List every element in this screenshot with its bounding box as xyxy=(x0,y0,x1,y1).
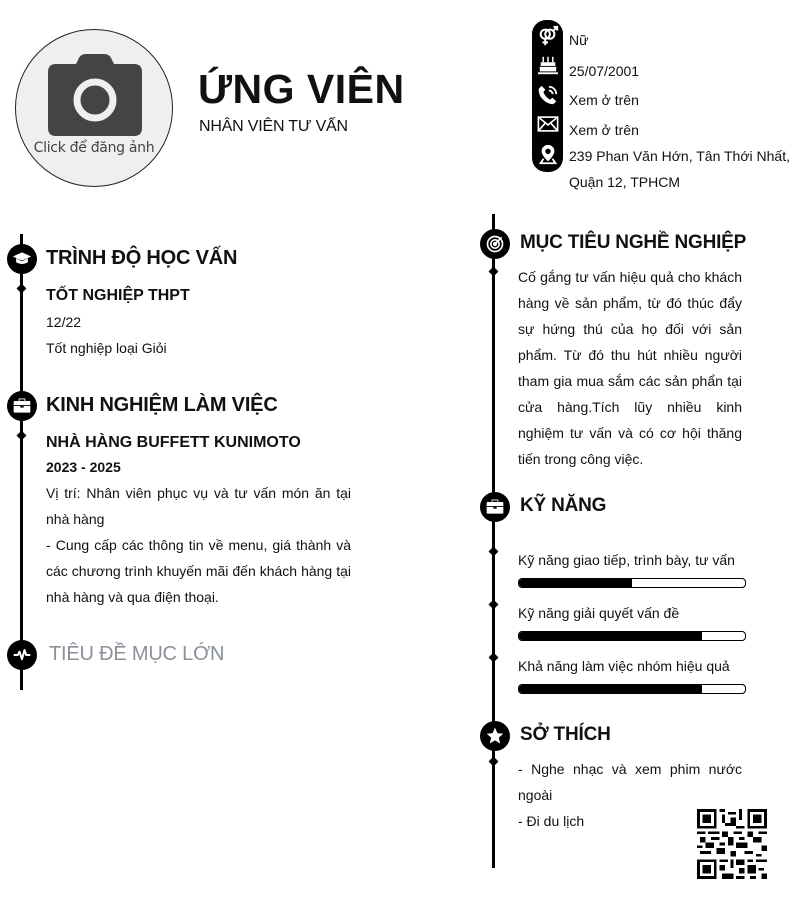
skill-label[interactable]: Kỹ năng giao tiếp, trình bày, tư vấn xyxy=(518,552,735,568)
left-timeline xyxy=(20,234,23,690)
address-line-1[interactable]: 239 Phan Văn Hớn, Tân Thới Nhất, xyxy=(569,148,790,164)
graduation-cap-icon xyxy=(7,244,37,274)
camera-icon xyxy=(48,54,142,136)
hobby-item[interactable]: - Đi du lịch xyxy=(518,813,585,829)
gender-value[interactable]: Nữ xyxy=(569,32,589,48)
timeline-diamond xyxy=(489,547,499,557)
timeline-diamond xyxy=(489,267,499,277)
map-pin-icon xyxy=(532,138,563,172)
gender-icon xyxy=(532,20,563,51)
experience-period[interactable]: 2023 - 2025 xyxy=(46,459,121,475)
education-item-title[interactable]: TỐT NGHIỆP THPT xyxy=(46,287,190,304)
experience-duties[interactable]: - Cung cấp các thông tin về menu, giá thành và các chương trình khuyến mãi đến khách hàng tại nhà hàng và qua điện thoại. xyxy=(46,537,351,605)
skill-bar xyxy=(518,631,746,641)
skill-bar xyxy=(518,684,746,694)
briefcase-icon xyxy=(480,492,510,522)
phone-value[interactable]: Xem ở trên xyxy=(569,92,639,108)
timeline-diamond xyxy=(17,284,27,294)
skill-bar xyxy=(518,578,746,588)
envelope-icon xyxy=(532,109,563,140)
address-line-2[interactable]: Quận 12, TPHCM xyxy=(569,174,681,190)
target-icon xyxy=(480,229,510,259)
star-icon xyxy=(480,721,510,751)
skill-bar-fill xyxy=(519,632,702,640)
contact-gender xyxy=(532,20,794,50)
objective-title[interactable]: MỤC TIÊU NGHỀ NGHIỆP xyxy=(520,232,747,253)
birthday-cake-icon xyxy=(532,50,563,81)
birthday-value[interactable]: 25/07/2001 xyxy=(569,62,640,79)
contact-email xyxy=(532,109,794,139)
skills-title[interactable]: KỸ NĂNG xyxy=(520,495,607,516)
candidate-name[interactable]: ỨNG VIÊN xyxy=(198,66,405,112)
hobby-item[interactable]: - Nghe nhạc và xem phim nước ngoài xyxy=(518,761,742,803)
skill-label[interactable]: Khả năng làm việc nhóm hiệu quả xyxy=(518,658,730,674)
avatar-caption: Click để đăng ảnh xyxy=(33,140,155,156)
skill-bar-fill xyxy=(519,579,632,587)
right-timeline xyxy=(492,214,495,868)
experience-company[interactable]: NHÀ HÀNG BUFFETT KUNIMOTO xyxy=(46,434,301,451)
avatar-upload[interactable] xyxy=(15,29,173,187)
heartbeat-icon xyxy=(7,640,37,670)
education-item-date[interactable]: 12/22 xyxy=(46,314,82,330)
briefcase-icon xyxy=(7,391,37,421)
education-item-desc[interactable]: Tốt nghiệp loại Giỏi xyxy=(46,340,167,356)
contact-phone xyxy=(532,79,794,109)
skill-label[interactable]: Kỹ năng giải quyết vấn đề xyxy=(518,605,680,621)
experience-title[interactable]: KINH NGHIỆM LÀM VIỆC xyxy=(46,394,278,416)
education-title[interactable]: TRÌNH ĐỘ HỌC VẤN xyxy=(46,247,238,269)
experience-position[interactable]: Vị trí: Nhân viên phục vụ và tư vấn món ăn tại nhà hàng xyxy=(46,485,351,527)
qr-code-icon xyxy=(697,809,767,879)
timeline-diamond xyxy=(489,653,499,663)
contact-birthday xyxy=(532,50,794,80)
email-value[interactable]: Xem ở trên xyxy=(569,121,639,138)
timeline-diamond xyxy=(489,600,499,610)
contact-info xyxy=(532,20,794,198)
hobbies-title[interactable]: SỞ THÍCH xyxy=(520,724,611,745)
contact-address xyxy=(532,138,794,198)
phone-icon xyxy=(532,79,563,110)
skill-bar-fill xyxy=(519,685,702,693)
job-title[interactable]: NHÂN VIÊN TƯ VẤN xyxy=(199,118,348,135)
objective-text[interactable]: Cố gắng tư vấn hiệu quả cho khách hàng về sản phẩm, từ đó thúc đẩy sự hứng thú của họ đối với sản phẩm. Từ đó thu hút nhiều người tham gia mua sắm các sản phẩn tại cửa hàng.Tích lũy nhiều kinh nghiệm tư vấn và có cơ hội thăng tiến trong công việc. xyxy=(518,269,742,467)
placeholder-section-title[interactable]: TIÊU ĐỀ MỤC LỚN xyxy=(49,643,225,665)
timeline-diamond xyxy=(489,757,499,767)
timeline-diamond xyxy=(17,431,27,441)
